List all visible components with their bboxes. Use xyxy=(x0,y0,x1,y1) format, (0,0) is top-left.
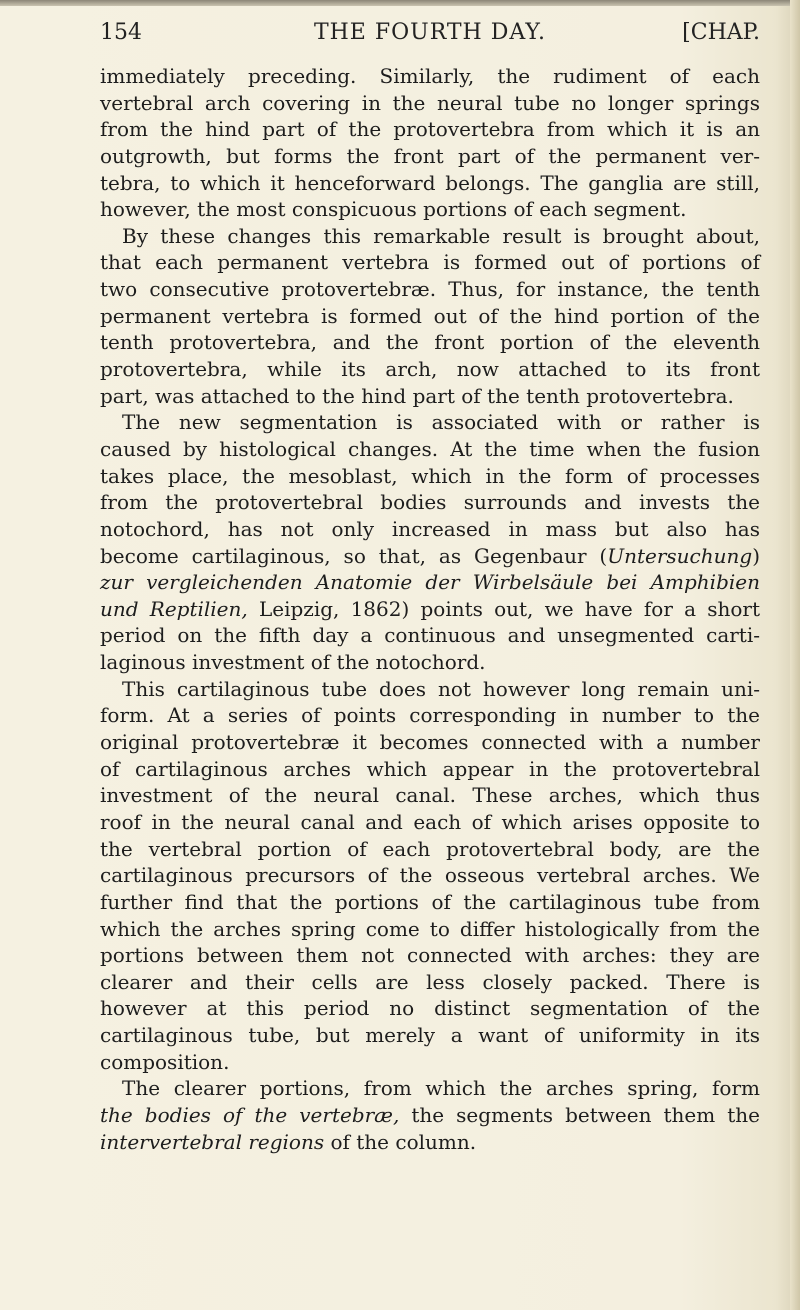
text-line: of cartilaginous arches which appear in the protovertebral xyxy=(100,756,760,781)
running-header xyxy=(100,20,760,56)
text-line: period on the fifth day a continuous and unsegmented carti- xyxy=(100,623,760,648)
text-line: immediately preceding. Similarly, the rudiment of each xyxy=(100,64,760,88)
text-line: tebra, to which it henceforward belongs. The ganglia are still, xyxy=(100,170,760,195)
text-line: however, the most conspicuous portions of each segment. xyxy=(100,197,687,222)
top-border xyxy=(0,0,800,6)
text-line xyxy=(100,596,760,623)
text-line: vertebral arch covering in the neural tube no longer springs xyxy=(100,90,760,115)
text-run: become cartilaginous, so that, as Gegenbaur ( xyxy=(100,543,608,568)
text-line xyxy=(100,543,760,570)
text-line: the vertebral portion of each protovertebral body, are the xyxy=(100,836,760,861)
text-line: permanent vertebra is formed out of the hind portion of the xyxy=(100,303,760,328)
running-title: THE FOURTH DAY. xyxy=(313,20,547,45)
text-line: original protovertebræ it becomes connected with a number xyxy=(100,730,760,755)
text-line: form. At a series of points corresponding in number to the xyxy=(100,703,760,728)
body-text xyxy=(100,63,760,1155)
text-line: portions between them not connected with arches: they are xyxy=(100,943,760,968)
text-line: however at this period no distinct segmentation of the xyxy=(100,996,760,1021)
text-line: roof in the neural canal and each of which arises opposite to xyxy=(100,809,760,834)
text-line xyxy=(100,1102,760,1129)
text-run: the segments between them the xyxy=(399,1102,760,1127)
text-line: that each permanent vertebra is formed out of portions of xyxy=(100,250,760,275)
page-number: 154 xyxy=(100,20,142,45)
text-line xyxy=(100,1129,760,1156)
text-line: composition. xyxy=(100,1049,230,1074)
chapter-mark: [CHAP. xyxy=(682,20,760,45)
italic-term: intervertebral regions xyxy=(100,1129,325,1154)
text-line: notochord, has not only increased in mass but also has xyxy=(100,516,760,541)
text-run: of the column. xyxy=(324,1129,477,1154)
text-line: outgrowth, but forms the front part of the permanent ver- xyxy=(100,143,760,168)
text-run: Leipzig, 1862) points out, we have for a short xyxy=(247,596,761,621)
text-run: ) xyxy=(752,543,760,568)
text-line: further find that the portions of the cartilaginous tube from xyxy=(100,889,760,914)
text-line: which the arches spring come to differ histologically from the xyxy=(100,916,760,941)
text-line xyxy=(100,569,760,596)
text-line: cartilaginous precursors of the osseous vertebral arches. We xyxy=(100,863,760,888)
italic-title: Untersuchung xyxy=(607,543,753,568)
text-line: from the hind part of the protovertebra from which it is an xyxy=(100,117,760,142)
text-line: investment of the neural canal. These arches, which thus xyxy=(100,783,760,808)
italic-title: und Reptilien, xyxy=(100,596,248,621)
text-line: This cartilaginous tube does not however long remain uni- xyxy=(122,676,760,701)
text-line: takes place, the mesoblast, which in the form of processes xyxy=(100,463,760,488)
text-line: laginous investment of the notochord. xyxy=(100,650,486,675)
text-line: two consecutive protovertebræ. Thus, for instance, the tenth xyxy=(100,277,760,302)
text-line: By these changes this remarkable result is brought about, xyxy=(122,223,760,248)
text-line: caused by histological changes. At the time when the fusion xyxy=(100,436,760,461)
page-edge xyxy=(790,0,800,1310)
text-line: cartilaginous tube, but merely a want of uniformity in its xyxy=(100,1023,760,1048)
text-line: protovertebra, while its arch, now attached to its front xyxy=(100,357,760,382)
text-line: The new segmentation is associated with or rather is xyxy=(122,410,760,435)
italic-term: the bodies of the vertebræ, xyxy=(100,1102,400,1127)
text-line: The clearer portions, from which the arches spring, form xyxy=(122,1076,760,1101)
text-line: tenth protovertebra, and the front portion of the eleventh xyxy=(100,330,760,355)
text-line: clearer and their cells are less closely packed. There is xyxy=(100,969,760,994)
text-line: part, was attached to the hind part of the tenth protovertebra. xyxy=(100,383,734,408)
text-line: from the protovertebral bodies surrounds and invests the xyxy=(100,490,760,515)
italic-title: zur vergleichenden Anatomie der Wirbelsäule bei Amphibien xyxy=(100,570,760,595)
